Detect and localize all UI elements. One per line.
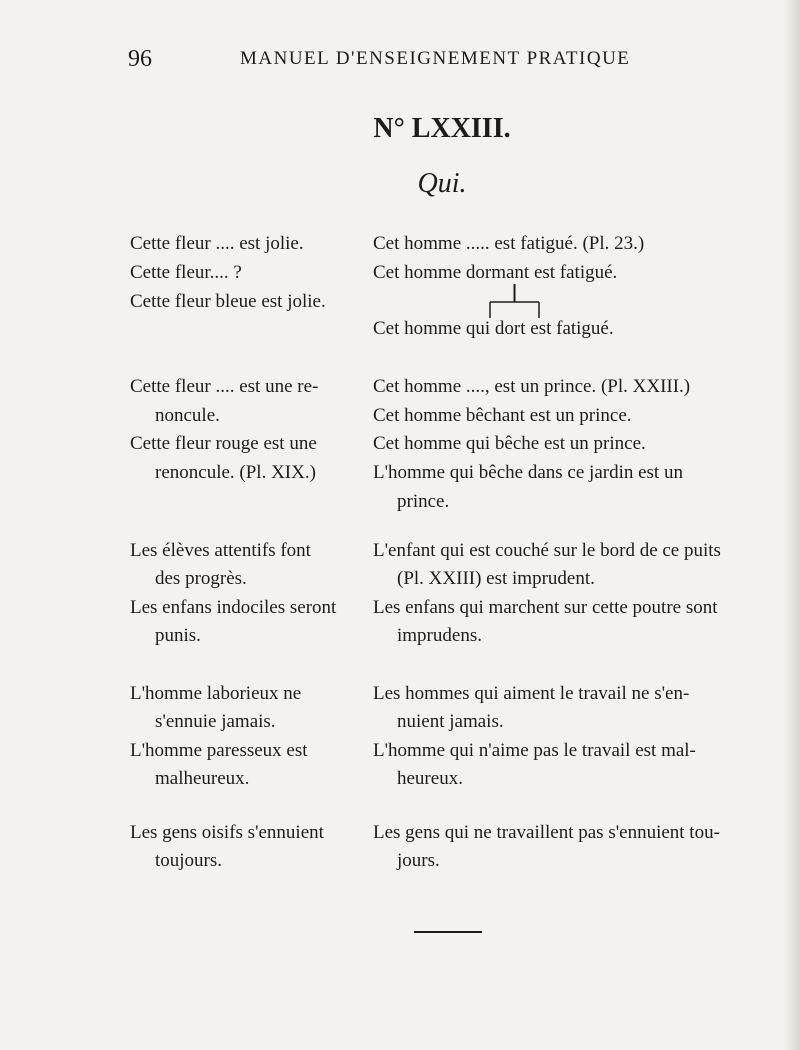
left-line: Cette fleur bleue est jolie. [130,291,326,312]
left-line: L'homme paresseux est [130,740,308,761]
right-line: L'homme qui n'aime pas le travail est mal- [373,740,696,761]
right-line: Cet homme ..... est fatigué. (Pl. 23.) [373,233,645,254]
right-line: Cet homme qui bêche est un prince. [373,433,646,454]
derivation-bracket [488,282,541,322]
left-line: malheureux. [155,768,250,789]
right-line: L'homme qui bêche dans ce jardin est un [373,462,683,483]
section-title: Qui. [417,168,467,199]
left-line: Les gens oisifs s'ennuient [130,822,324,843]
right-line: L'enfant qui est couché sur le bord de ce puits [373,540,721,561]
left-line: L'homme laborieux ne [130,683,302,704]
right-line: (Pl. XXIII) est imprudent. [397,568,595,589]
right-line: Les gens qui ne travaillent pas s'ennuient tou- [373,822,720,843]
left-line: Les élèves attentifs font [130,540,311,561]
left-line: Cette fleur .... est une re- [130,376,319,397]
right-line: Les enfans qui marchent sur cette poutre sont [373,597,718,618]
page-number: 96 [128,46,152,72]
left-line: Cette fleur rouge est une [130,433,317,454]
left-line: noncule. [155,405,220,426]
right-line: jours. [397,850,440,871]
page-header [0,46,800,76]
left-line: Les enfans indociles seront [130,597,337,618]
right-line: Cet homme bêchant est un prince. [373,405,632,426]
left-line: punis. [155,625,201,646]
right-line: Cet homme qui dort est fatigué. [373,318,614,339]
left-line: des progrès. [155,568,247,589]
right-line: prince. [397,491,450,512]
left-line: s'ennuie jamais. [155,711,276,732]
right-line: imprudens. [397,625,482,646]
running-head: MANUEL D'ENSEIGNEMENT PRATIQUE [240,48,631,69]
end-rule [414,931,482,933]
left-line: Cette fleur .... est jolie. [130,233,304,254]
left-line: Cette fleur.... ? [130,262,242,283]
section-number: N° LXXIII. [373,113,511,144]
left-line: renoncule. (Pl. XIX.) [155,462,316,483]
right-line: nuient jamais. [397,711,504,732]
page-edge-shadow [784,0,800,1050]
left-line: toujours. [155,850,223,871]
right-line: Cet homme ...., est un prince. (Pl. XXIII.) [373,376,691,397]
right-line: heureux. [397,768,463,789]
right-line: Les hommes qui aiment le travail ne s'en- [373,683,690,704]
right-line: Cet homme dormant est fatigué. [373,262,618,283]
